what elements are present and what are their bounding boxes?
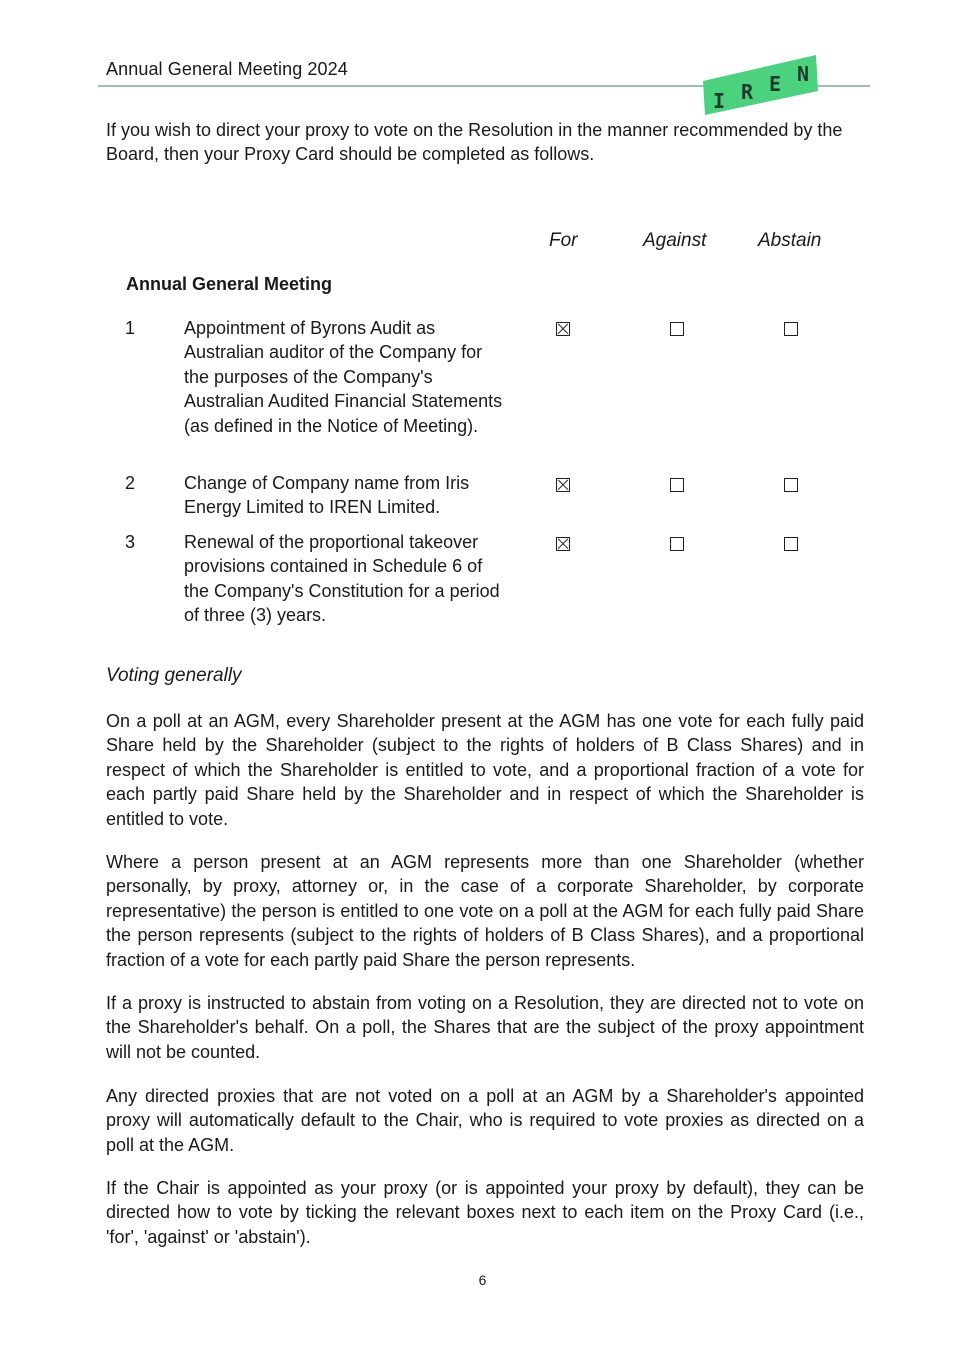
resolution-2-against-checkbox[interactable] (670, 478, 684, 492)
column-abstain-heading: Abstain (758, 230, 822, 251)
resolution-1-against-checkbox[interactable] (670, 322, 684, 336)
page-number: 6 (478, 1272, 487, 1288)
voting-paragraph: If the Chair is appointed as your proxy (or is appointed your proxy by default), they can be directed how to vote by ticking the relevant boxes next to each item on the Proxy Card (i.e., 'for', 'against' or 'abstain'). (106, 1178, 864, 1247)
meeting-heading: Annual General Meeting (126, 274, 333, 294)
resolution-number: 2 (125, 473, 136, 493)
iren-logo (701, 53, 821, 119)
resolution-1-for-checkbox[interactable] (556, 322, 570, 336)
column-against-heading: Against (643, 230, 707, 251)
resolution-1-abstain-checkbox[interactable] (784, 322, 798, 336)
resolution-2-for-checkbox[interactable] (556, 478, 570, 492)
resolution-3-abstain-checkbox[interactable] (784, 537, 798, 551)
resolution-text: Change of Company name from Iris Energy Limited to IREN Limited. (184, 473, 470, 518)
resolution-number: 3 (125, 532, 136, 552)
voting-generally-heading: Voting generally (106, 665, 242, 686)
resolution-text: Renewal of the proportional takeover provisions contained in Schedule 6 of the Company's Constitution for a period of three (3) years. (184, 532, 500, 626)
voting-paragraph: Where a person present at an AGM represents more than one Shareholder (whether personally, by proxy, attorney or, in the case of a corporate Shareholder, by corporate representative) the person is entitled to one vote on a poll at the AGM for each fully paid Share the person represents (subject to the rights of holders of B Class Shares), and a proportional fraction of a vote for each partly paid Share the person represents. (106, 852, 864, 970)
logo-letter-e: E (769, 72, 782, 96)
logo-letter-r: R (741, 80, 754, 104)
voting-paragraph: Any directed proxies that are not voted on a poll at an AGM by a Shareholder's appointed proxy will automatically default to the Chair, who is required to vote proxies as directed on a poll at the AGM. (106, 1086, 864, 1155)
column-for-heading: For (549, 230, 578, 251)
resolution-number: 1 (125, 318, 136, 338)
logo-letter-n: N (797, 62, 810, 86)
intro-paragraph: If you wish to direct your proxy to vote on the Resolution in the manner recommended by the Board, then your Proxy Card should be completed as follows. (106, 120, 843, 165)
logo-letter-i: I (713, 89, 726, 113)
resolution-text: Appointment of Byrons Audit as Australian auditor of the Company for the purposes of the Company's Australian Audited Financial Statements (as defined in the Notice of Meeting). (184, 318, 503, 436)
page-header-title: Annual General Meeting 2024 (106, 59, 348, 79)
resolution-3-against-checkbox[interactable] (670, 537, 684, 551)
resolution-2-abstain-checkbox[interactable] (784, 478, 798, 492)
voting-paragraph: If a proxy is instructed to abstain from voting on a Resolution, they are directed not to vote on the Shareholder's behalf. On a poll, the Shares that are the subject of the proxy appointment will not be counted. (106, 993, 864, 1062)
resolution-3-for-checkbox[interactable] (556, 537, 570, 551)
voting-paragraph: On a poll at an AGM, every Shareholder present at the AGM has one vote for each fully paid Share held by the Shareholder (subject to the rights of holders of B Class Shares) and in respect of which the Shareholder is entitled to vote, and a proportional fraction of a vote for each partly paid Share held by the Shareholder and in respect of which the Shareholder is entitled to vote. (106, 711, 864, 829)
